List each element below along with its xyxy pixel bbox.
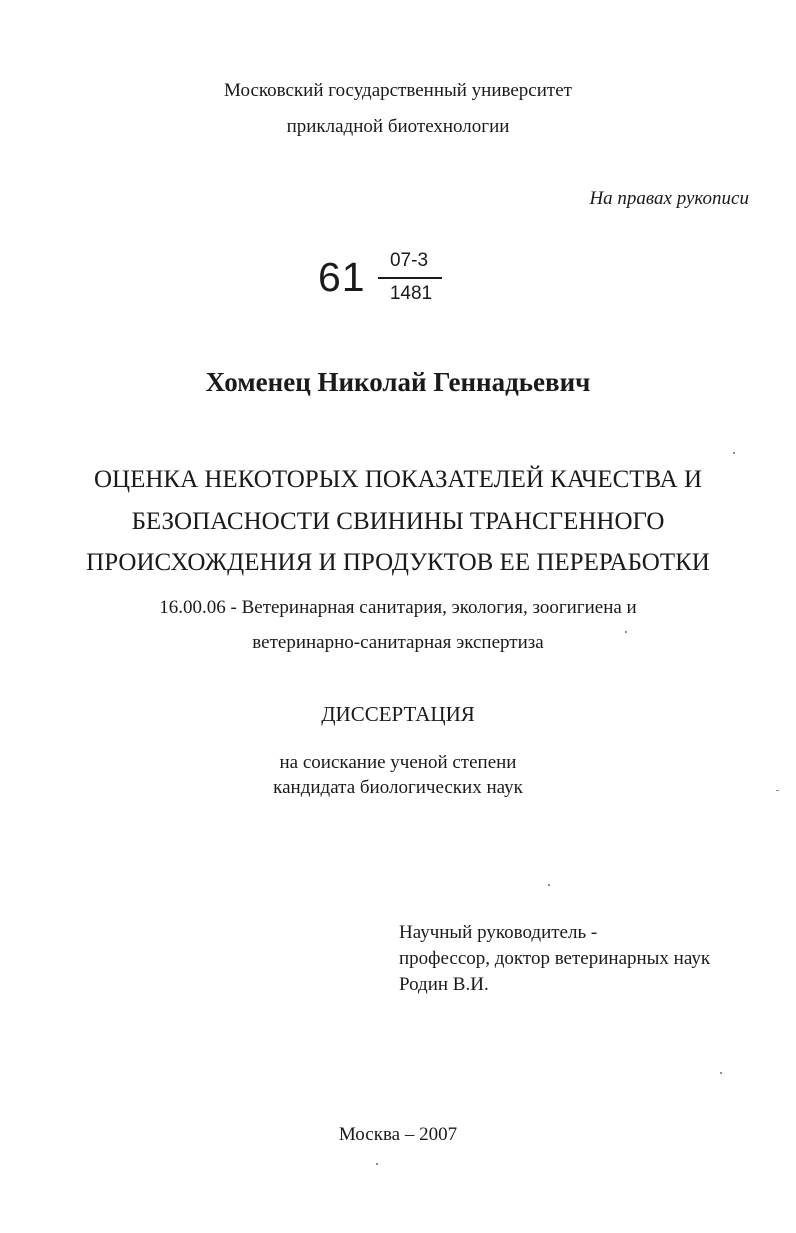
degree-line-2: кандидата биологических наук — [273, 777, 523, 798]
shelf-mark-denominator: 1481 — [389, 283, 433, 304]
scan-speck — [776, 790, 779, 791]
university-name-line-2: прикладной биотехнологии — [286, 116, 510, 137]
supervisor-block — [399, 920, 710, 998]
scan-speck — [376, 1163, 378, 1165]
university-name-line-1: Московский государственный университет — [224, 80, 572, 101]
specialty-line-1: 16.00.06 - Ветеринарная санитария, экология, зоогигиена и — [159, 597, 637, 618]
dissertation-title-line-3: ПРОИСХОЖДЕНИЯ И ПРОДУКТОВ ЕЕ ПЕРЕРАБОТКИ — [86, 549, 710, 576]
supervisor-role: Научный руководитель - — [399, 922, 598, 943]
dissertation-title-line-2: БЕЗОПАСНОСТИ СВИНИНЫ ТРАНСГЕННОГО — [131, 508, 665, 535]
scan-speck — [625, 631, 627, 633]
author-name: Хоменец Николай Геннадьевич — [205, 367, 591, 397]
dissertation-title-line-1: ОЦЕНКА НЕКОТОРЫХ ПОКАЗАТЕЛЕЙ КАЧЕСТВА И — [93, 466, 703, 493]
manuscript-rights-note: На правах рукописи — [589, 188, 749, 209]
work-type-heading: ДИССЕРТАЦИЯ — [321, 702, 475, 726]
specialty-line-2: ветеринарно-санитарная экспертиза — [252, 632, 544, 653]
scan-speck — [720, 1072, 722, 1074]
shelf-mark-numerator: 07-3 — [389, 250, 429, 271]
degree-line-1: на соискание ученой степени — [279, 752, 517, 773]
shelf-mark-fraction-bar — [378, 277, 442, 279]
supervisor-name: Родин В.И. — [399, 974, 489, 995]
scan-speck — [733, 452, 735, 454]
city-and-year: Москва – 2007 — [338, 1124, 458, 1145]
scan-speck — [548, 884, 550, 886]
supervisor-title: профессор, доктор ветеринарных наук — [399, 948, 711, 969]
shelf-mark-number: 61 — [318, 254, 366, 300]
